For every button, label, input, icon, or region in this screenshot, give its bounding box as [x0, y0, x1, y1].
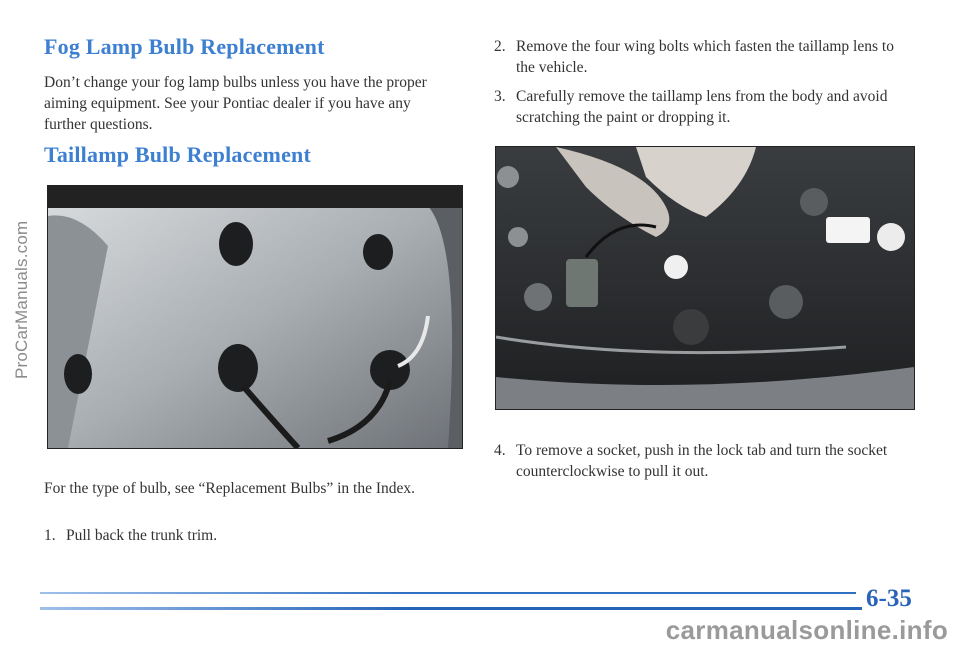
- trunk-trim-photo: [47, 185, 463, 449]
- step-1-text: Pull back the trunk trim.: [66, 527, 218, 544]
- step-3: [494, 86, 896, 128]
- fog-lamp-paragraph: Don’t change your fog lamp bulbs unless you have the proper aiming equipment. See your Pontiac dealer if you have any further questions.: [44, 74, 427, 133]
- step-1-number: 1.: [44, 527, 56, 544]
- step-2-text: Remove the four wing bolts which fasten the taillamp lens to the vehicle.: [516, 38, 894, 76]
- footer-rule-bottom: [40, 607, 862, 610]
- step-2-number: 2.: [494, 38, 506, 55]
- bulb-type-paragraph: For the type of bulb, see “Replacement Bulbs” in the Index.: [44, 480, 416, 497]
- bottom-watermark: carmanualsonline.info: [665, 615, 948, 645]
- step-4-text: To remove a socket, push in the lock tab and turn the socket counterclockwise to pull it out.: [516, 442, 888, 480]
- step-4: [494, 440, 896, 482]
- taillamp-heading: Taillamp Bulb Replacement: [44, 142, 311, 167]
- footer-rule-top: [40, 592, 856, 594]
- fog-lamp-heading: Fog Lamp Bulb Replacement: [44, 34, 325, 59]
- step-3-number: 3.: [494, 88, 506, 105]
- step-2: [494, 36, 896, 78]
- step-4-number: 4.: [494, 442, 506, 459]
- step-3-text: Carefully remove the taillamp lens from the body and avoid scratching the paint or dropping it.: [516, 88, 888, 126]
- page-number: 6-35: [866, 585, 912, 612]
- taillamp-socket-photo: [495, 146, 915, 410]
- step-1: [44, 525, 446, 546]
- side-watermark: ProCarManuals.com: [12, 220, 31, 380]
